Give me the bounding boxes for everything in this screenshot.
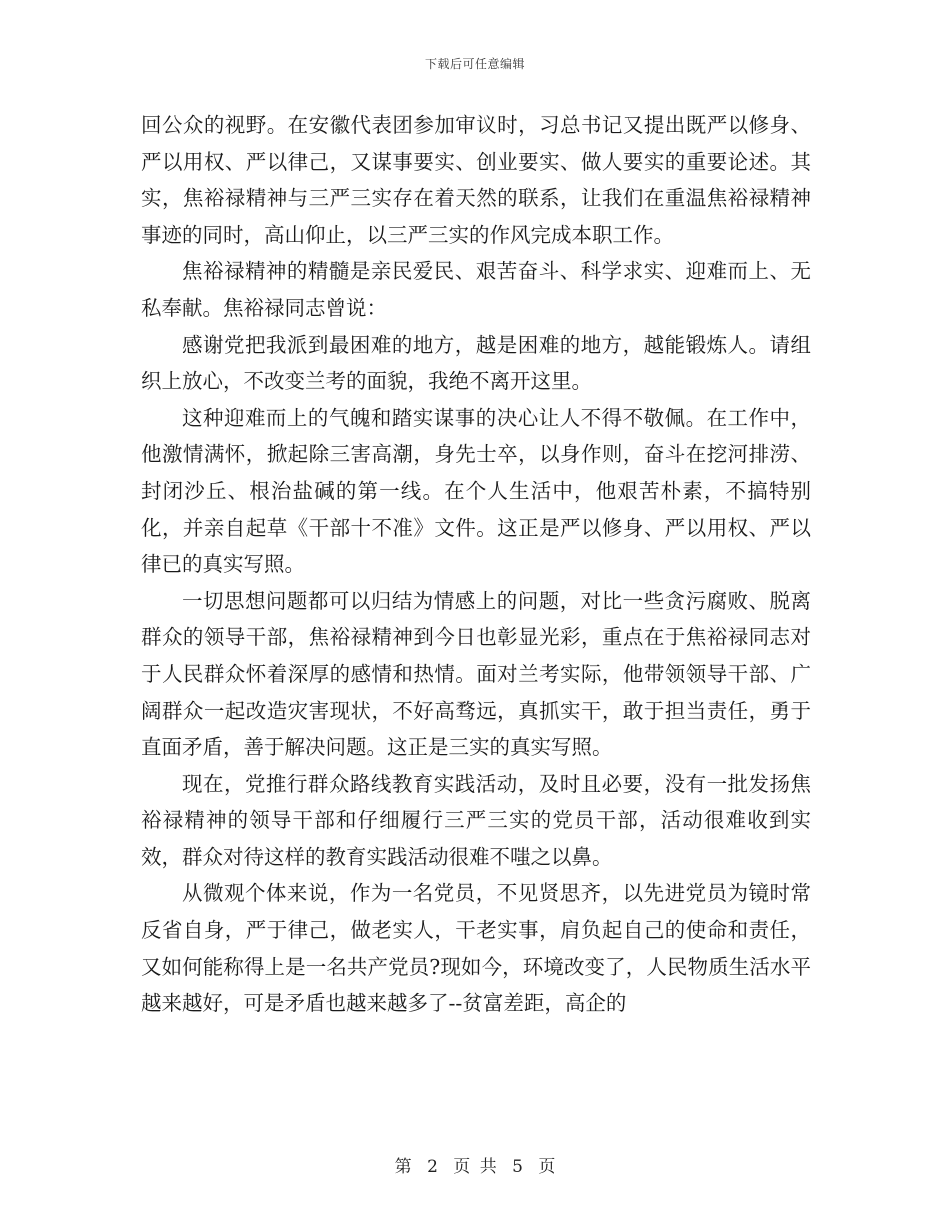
footer-middle: 页 共 (453, 1157, 497, 1177)
paragraph-2: 焦裕禄精神的精髓是亲民爱民、艰苦奋斗、科学求实、迎难而上、无私奉献。焦裕禄同志曾说： (141, 259, 811, 320)
page-header: 下载后可任意编辑 (424, 57, 525, 71)
paragraph-1: 回公众的视野。在安徽代表团参加审议时，习总书记又提出既严以修身、严以用权、严以律己，又谋事要实、创业要实、做人要实的重要论述。其实，焦裕禄精神与三严三实存在着天然的联系，让我们在重温焦裕禄精神事迹的同时，高山仰止，以三严三实的作风完成本职工作。 (141, 113, 811, 247)
paragraph-5: 一切思想问题都可以归结为情感上的问题，对比一些贪污腐败、脱离群众的领导干部，焦裕禄精神到今日也彰显光彩，重点在于焦裕禄同志对于人民群众怀着深厚的感情和热情。面对兰考实际，他带领领导干部、广阔群众一起改造灾害现状，不好高骛远，真抓实干，敢于担当责任，勇于直面矛盾，善于解决问题。这正是三实的真实写照。 (141, 588, 811, 760)
page-footer (0, 1152, 950, 1177)
paragraph-4: 这种迎难而上的气魄和踏实谋事的决心让人不得不敬佩。在工作中，他激情满怀，掀起除三害高潮，身先士卒，以身作则，奋斗在挖河排涝、封闭沙丘、根治盐碱的第一线。在个人生活中，他艰苦朴素，不搞特别化，并亲自起草《干部十不准》文件。这正是严以修身、严以用权、严以律已的真实写照。 (141, 405, 811, 577)
footer-total-pages: 5 (512, 1157, 523, 1177)
footer-current-page: 2 (427, 1157, 438, 1177)
footer-prefix: 第 (394, 1157, 412, 1177)
paragraph-6: 现在，党推行群众路线教育实践活动，及时且必要，没有一批发扬焦裕禄精神的领导干部和仔细履行三严三实的党员干部，活动很难收到实效，群众对待这样的教育实践活动很难不嗤之以鼻。 (141, 771, 811, 869)
paragraph-7: 从微观个体来说，作为一名党员，不见贤思齐，以先进党员为镜时常反省自身，严于律己，做老实人，干老实事，肩负起自己的使命和责任，又如何能称得上是一名共产党员?现如今，环境改变了，人民物质生活水平越来越好，可是矛盾也越来越多了--贫富差距，高企的 (141, 881, 811, 1016)
footer-suffix: 页 (538, 1157, 556, 1177)
document-body (141, 107, 811, 1022)
paragraph-3-quote: 感谢党把我派到最困难的地方，越是困难的地方，越能锻炼人。请组织上放心，不改变兰考的面貌，我绝不离开这里。 (141, 332, 811, 394)
